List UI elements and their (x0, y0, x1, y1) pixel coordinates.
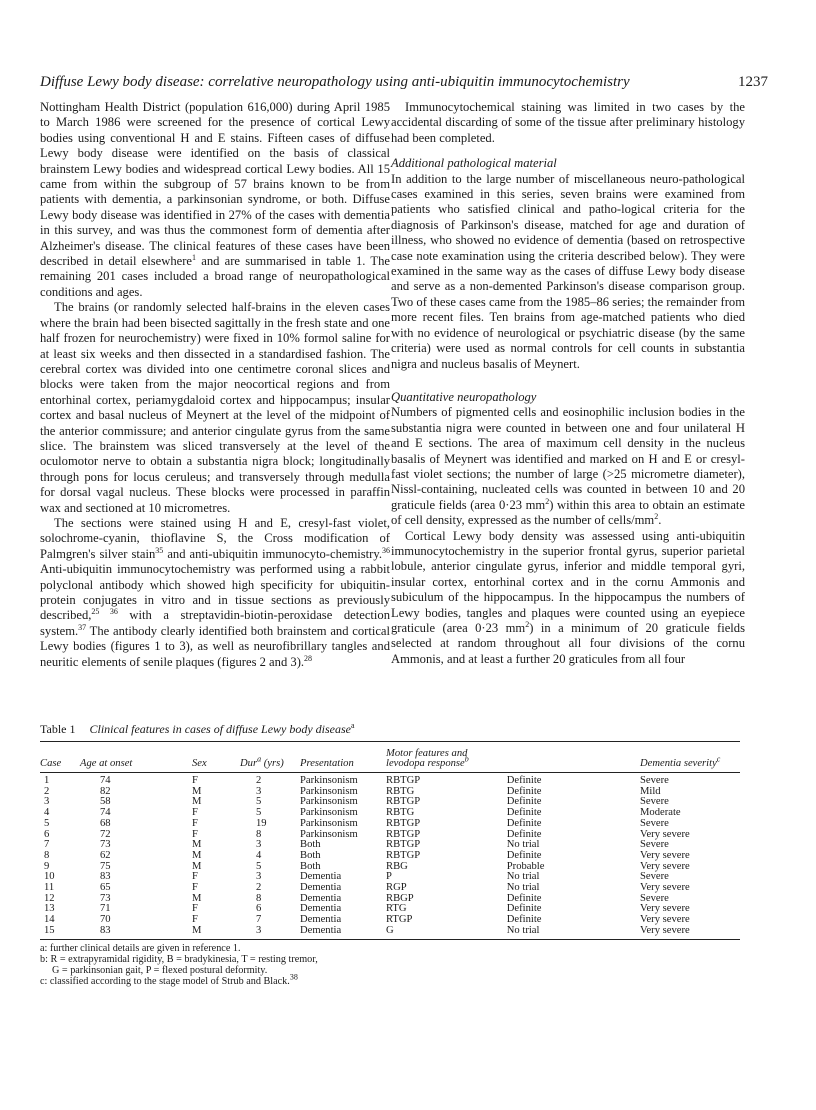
header-case: Case (40, 758, 62, 770)
cell-case: 12 (44, 892, 55, 904)
cell-case: 2 (44, 785, 50, 797)
cell-case: 10 (44, 871, 55, 883)
cell-presentation: Both (300, 849, 321, 861)
cell-dementia-severity: Very severe (640, 882, 690, 894)
cell-duration: 4 (256, 849, 262, 861)
paragraph: The brains (or randomly selected half-brains in the eleven cases where the brain had been bisected sagittally in the fresh state and one half frozen for neurochemistry) were fixed in 10% formol saline for at least six weeks and then dissected in a standardised fashion. The cerebral cortex was divided into one centimetre coronal slices and blocks were taken from the major neocortical regions and from entorhinal cortex, periamygdaloid cortex and hippocampus; insular cortex and basal nucleus of Meynert at the level of the midpoint of the anterior commissure; and anterior cingulate gyrus from the same slice. The brainstem was sliced transversely at the level of the oculomotor nerve to obtain a substantia nigra block; longitudinally through pons for locus ceruleus; and transversely through medulla for dorsal vagal nucleus. These blocks were processed in paraffin wax and sectioned at 10 micrometres. (40, 300, 390, 515)
footnote-b-continued: G = parkinsonian gait, P = flexed postural deformity. (52, 964, 268, 976)
paragraph: Numbers of pigmented cells and eosinophilic inclusion bodies in the substantia nigra were counted in between one and four unilateral H and E sections. The area of maximum cell density in the nucleus basalis of Meynert was identified and marked on H and E or cresyl-fast violet sections; the number of large (>25 micrometre diameter), Nissl-containing, nucleated cells was counted in between 10 and 20 graticule fields (area 0·23 $mm^2$) within this area to obtain an estimate of cell density, expressed as the number of cells/$mm^2$. (391, 405, 745, 528)
cell-motor-features: RBTGP (386, 828, 421, 840)
header-age: Age at onset (80, 758, 133, 770)
cell-levodopa-response: Definite (506, 807, 542, 819)
cell-case: 9 (44, 860, 50, 872)
cell-sex: F (192, 775, 198, 786)
paragraph: Nottingham Health District (population 616,000) during April 1985 to March 1986 were screened for the presence of cortical Lewy bodies using conventional H and E stains. Fifteen cases of diffuse Lewy body disease were identified on the basis of classical brainstem Lewy bodies and widespread cortical Lewy bodies. All 15 came from within the subgroup of 57 brains known to be from patients with dementia, a parkinsonian syndrome, or both. Diffuse Lewy body disease was identified in 27% of the cases with dementia in this survey, and was thus the commonest form of dementia after Alzheimer's disease. The clinical features of these cases have been described in detail elsewhere$^1$ and are summarised in table 1. The remaining 201 cases included a broad range of neuropathological conditions and ages. (40, 100, 390, 299)
cell-sex: M (192, 849, 202, 861)
cell-age: 73 (100, 839, 111, 851)
cell-presentation: Parkinsonism (300, 828, 358, 840)
cell-motor-features: RBTG (386, 785, 415, 797)
cell-age: 75 (100, 860, 111, 872)
cell-sex: F (192, 807, 198, 819)
cell-sex: F (192, 882, 198, 894)
cell-dementia-severity: Mild (640, 785, 661, 797)
cell-motor-features: RBTG (386, 807, 415, 819)
header-duration: Dur$^a$ (yrs) (240, 754, 284, 770)
running-title: Diffuse Lewy body disease: correlative neuropathology using anti-ubiquitin immunocytochemistry (40, 74, 630, 90)
table-row (40, 819, 740, 830)
cell-case: 5 (44, 817, 50, 829)
right-column (391, 100, 745, 667)
cell-age: 83 (100, 924, 111, 936)
cell-presentation: Dementia (300, 903, 342, 915)
cell-presentation: Dementia (300, 892, 342, 904)
cell-age: 74 (100, 807, 111, 819)
cell-duration: 5 (256, 807, 262, 819)
cell-duration: 2 (256, 882, 262, 894)
cell-presentation: Parkinsonism (300, 817, 358, 829)
cell-case: 14 (44, 914, 55, 926)
cell-dementia-severity: Very severe (640, 828, 690, 840)
cell-levodopa-response: Definite (506, 914, 542, 926)
cell-case: 11 (44, 882, 55, 894)
cell-levodopa-response: Definite (506, 892, 542, 904)
cell-motor-features: G (386, 924, 394, 936)
cell-case: 7 (44, 839, 50, 851)
running-header (40, 74, 768, 94)
cell-presentation: Both (300, 839, 321, 851)
cell-age: 82 (100, 785, 111, 797)
cell-sex: M (192, 785, 202, 797)
cell-levodopa-response: No trial (506, 882, 540, 894)
cell-dementia-severity: Severe (640, 871, 669, 883)
cell-motor-features: RTG (386, 903, 407, 915)
cell-sex: M (192, 796, 202, 808)
cell-presentation: Parkinsonism (300, 796, 358, 808)
cell-dementia-severity: Severe (640, 839, 669, 851)
paragraph: The sections were stained using H and E, cresyl-fast violet, solochrome-cyanin, thioflavine S, the Cross modification of Palmgren's silver stain$^{35}$ and anti-ubiquitin immunocyto-chemistry.$^{36}$ Anti-ubiquitin immunocytochemistry was performed using a rabbit polyclonal antibody which showed high specificity for ubiquitin-protein conjugates in vitro and in tissue sections as previously described,$^{25 36}$ with a streptavidin-biotin-peroxidase detection system.$^{37}$ The antibody clearly identified both brainstem and cortical Lewy bodies (figures 1 to 3), as well as neurofibrillary tangles and neuritic elements of senile plaques (figures 2 and 3).$^{28}$ (40, 515, 391, 669)
cell-presentation: Parkinsonism (300, 785, 358, 797)
cell-sex: M (192, 924, 202, 936)
cell-dementia-severity: Very severe (640, 914, 690, 926)
table-bottom-rule (40, 939, 740, 940)
header-sex: Sex (192, 758, 207, 770)
cell-sex: F (192, 817, 198, 829)
cell-case: 8 (44, 849, 50, 861)
cell-dementia-severity: Very severe (640, 924, 690, 936)
cell-sex: F (192, 914, 198, 926)
cell-duration: 5 (256, 860, 262, 872)
clinical-features-table (40, 742, 740, 937)
cell-duration: 6 (256, 903, 262, 915)
cell-presentation: Dementia (300, 882, 342, 894)
cell-levodopa-response: Definite (506, 903, 542, 915)
footnote-c: c: classified according to the stage model of Strub and Black.$^{38}$ (40, 972, 298, 988)
table-header-rule (40, 772, 740, 773)
cell-sex: F (192, 828, 198, 840)
cell-age: 71 (100, 903, 111, 915)
cell-motor-features: RBTGP (386, 817, 421, 829)
cell-age: 74 (100, 775, 111, 786)
footnote-a: a: further clinical details are given in reference 1. (40, 942, 241, 954)
cell-presentation: Both (300, 860, 321, 872)
cell-sex: F (192, 871, 198, 883)
table-header-row (40, 742, 740, 770)
cell-case: 15 (44, 924, 55, 936)
cell-motor-features: P (386, 871, 392, 883)
table-footnotes (40, 943, 780, 988)
cell-levodopa-response: No trial (506, 871, 540, 883)
table-caption: Table 1 Clinical features in cases of diffuse Lewy body disease$^a$ (40, 721, 355, 736)
cell-case: 4 (44, 807, 50, 819)
cell-duration: 2 (256, 775, 262, 786)
footnote-b: b: R = extrapyramidal rigidity, B = bradykinesia, T = resting tremor, (40, 953, 318, 965)
cell-dementia-severity: Severe (640, 817, 669, 829)
cell-duration: 5 (256, 796, 262, 808)
cell-duration: 7 (256, 914, 262, 926)
cell-dementia-severity: Moderate (640, 807, 681, 819)
cell-levodopa-response: No trial (506, 839, 540, 851)
cell-age: 83 (100, 871, 111, 883)
page-number: 1237 (738, 74, 768, 90)
section-heading: Quantitative neuropathology (391, 389, 537, 404)
cell-duration: 3 (256, 871, 262, 883)
cell-dementia-severity: Very severe (640, 849, 690, 861)
cell-levodopa-response: Definite (506, 849, 542, 861)
cell-dementia-severity: Very severe (640, 903, 690, 915)
cell-case: 1 (44, 775, 50, 786)
table-body (40, 776, 740, 937)
cell-age: 62 (100, 849, 111, 861)
cell-levodopa-response: Definite (506, 785, 542, 797)
cell-age: 72 (100, 828, 111, 840)
cell-age: 68 (100, 817, 111, 829)
cell-levodopa-response: Definite (506, 828, 542, 840)
section-heading: Additional pathological material (391, 156, 557, 171)
cell-duration: 8 (256, 828, 262, 840)
paragraph: Immunocytochemical staining was limited in two cases by the accidental discarding of some of the tissue after preliminary histology had been completed. (391, 100, 745, 145)
header-dementia-severity: Dementia severity$^c$ (640, 754, 721, 770)
cell-motor-features: RBGP (386, 892, 414, 904)
cell-sex: M (192, 892, 202, 904)
paragraph: In addition to the large number of miscellaneous neuro-pathological cases examined in this series, seven brains were examined from patients who satisfied clinical and patho-logical criteria for the diagnosis of Parkinson's disease, matched for age and duration of illness, who showed no evidence of dementia (based on retrospective case note examination using the criteria described below). They were examined in the same way as the cases of diffuse Lewy body disease and serve as a non-demented Parkinson's disease comparison group. Two of these cases came from the 1985–86 series; the remainder from more recent files. Ten brains from age-matched patients who died with no evidence of neurological or psychiatric disease (by the same criteria) were used as normal controls for cell counts in substantia nigra and nucleus basalis of Meynert. (391, 171, 745, 371)
cell-case: 6 (44, 828, 50, 840)
cell-presentation: Dementia (300, 924, 342, 936)
cell-age: 73 (100, 892, 111, 904)
cell-levodopa-response: Probable (506, 860, 545, 872)
cell-duration: 8 (256, 892, 262, 904)
cell-age: 58 (100, 796, 111, 808)
cell-sex: M (192, 839, 202, 851)
cell-levodopa-response: No trial (506, 924, 540, 936)
header-motor-features: Motor features and levodopa response$^b$ (386, 747, 469, 770)
cell-case: 13 (44, 903, 55, 915)
cell-presentation: Dementia (300, 871, 342, 883)
cell-motor-features: RBG (386, 860, 408, 872)
cell-sex: M (192, 860, 202, 872)
cell-presentation: Dementia (300, 914, 342, 926)
cell-levodopa-response: Definite (506, 775, 542, 786)
left-column (40, 100, 390, 670)
cell-dementia-severity: Very severe (640, 860, 690, 872)
cell-duration: 3 (256, 839, 262, 851)
cell-motor-features: RTGP (386, 914, 413, 926)
cell-dementia-severity: Severe (640, 892, 669, 904)
cell-levodopa-response: Definite (506, 817, 542, 829)
paragraph: Cortical Lewy body density was assessed using anti-ubiquitin immunocytochemistry in the superior frontal gyrus, superior parietal lobule, anterior cingulate gyrus, inferior and middle temporal gyri, insular cortex, entorhinal cortex and in the cornu Ammonis and subiculum of the hippocampus. In the hippocampus the numbers of Lewy bodies, tangles and plaques were counted using an eyepiece graticule (area 0·23 $mm^2$) in a minimum of 20 graticule fields selected at random throughout all four divisions of the cornu Ammonis, and at least a further 20 graticules from all four (391, 528, 745, 666)
cell-duration: 3 (256, 924, 262, 936)
cell-sex: F (192, 903, 198, 915)
cell-motor-features: RBTGP (386, 796, 421, 808)
cell-case: 3 (44, 796, 50, 808)
header-presentation: Presentation (300, 758, 354, 770)
cell-presentation: Parkinsonism (300, 807, 358, 819)
cell-age: 65 (100, 882, 111, 894)
cell-presentation: Parkinsonism (300, 775, 358, 786)
cell-dementia-severity: Severe (640, 775, 669, 786)
cell-motor-features: RBTGP (386, 775, 421, 786)
cell-duration: 19 (256, 817, 267, 829)
cell-motor-features: RBTGP (386, 839, 421, 851)
table-1 (40, 722, 780, 987)
cell-dementia-severity: Severe (640, 796, 669, 808)
cell-motor-features: RGP (386, 882, 407, 894)
table-row (40, 926, 740, 937)
cell-age: 70 (100, 914, 111, 926)
cell-duration: 3 (256, 785, 262, 797)
cell-motor-features: RBTGP (386, 849, 421, 861)
cell-levodopa-response: Definite (506, 796, 542, 808)
